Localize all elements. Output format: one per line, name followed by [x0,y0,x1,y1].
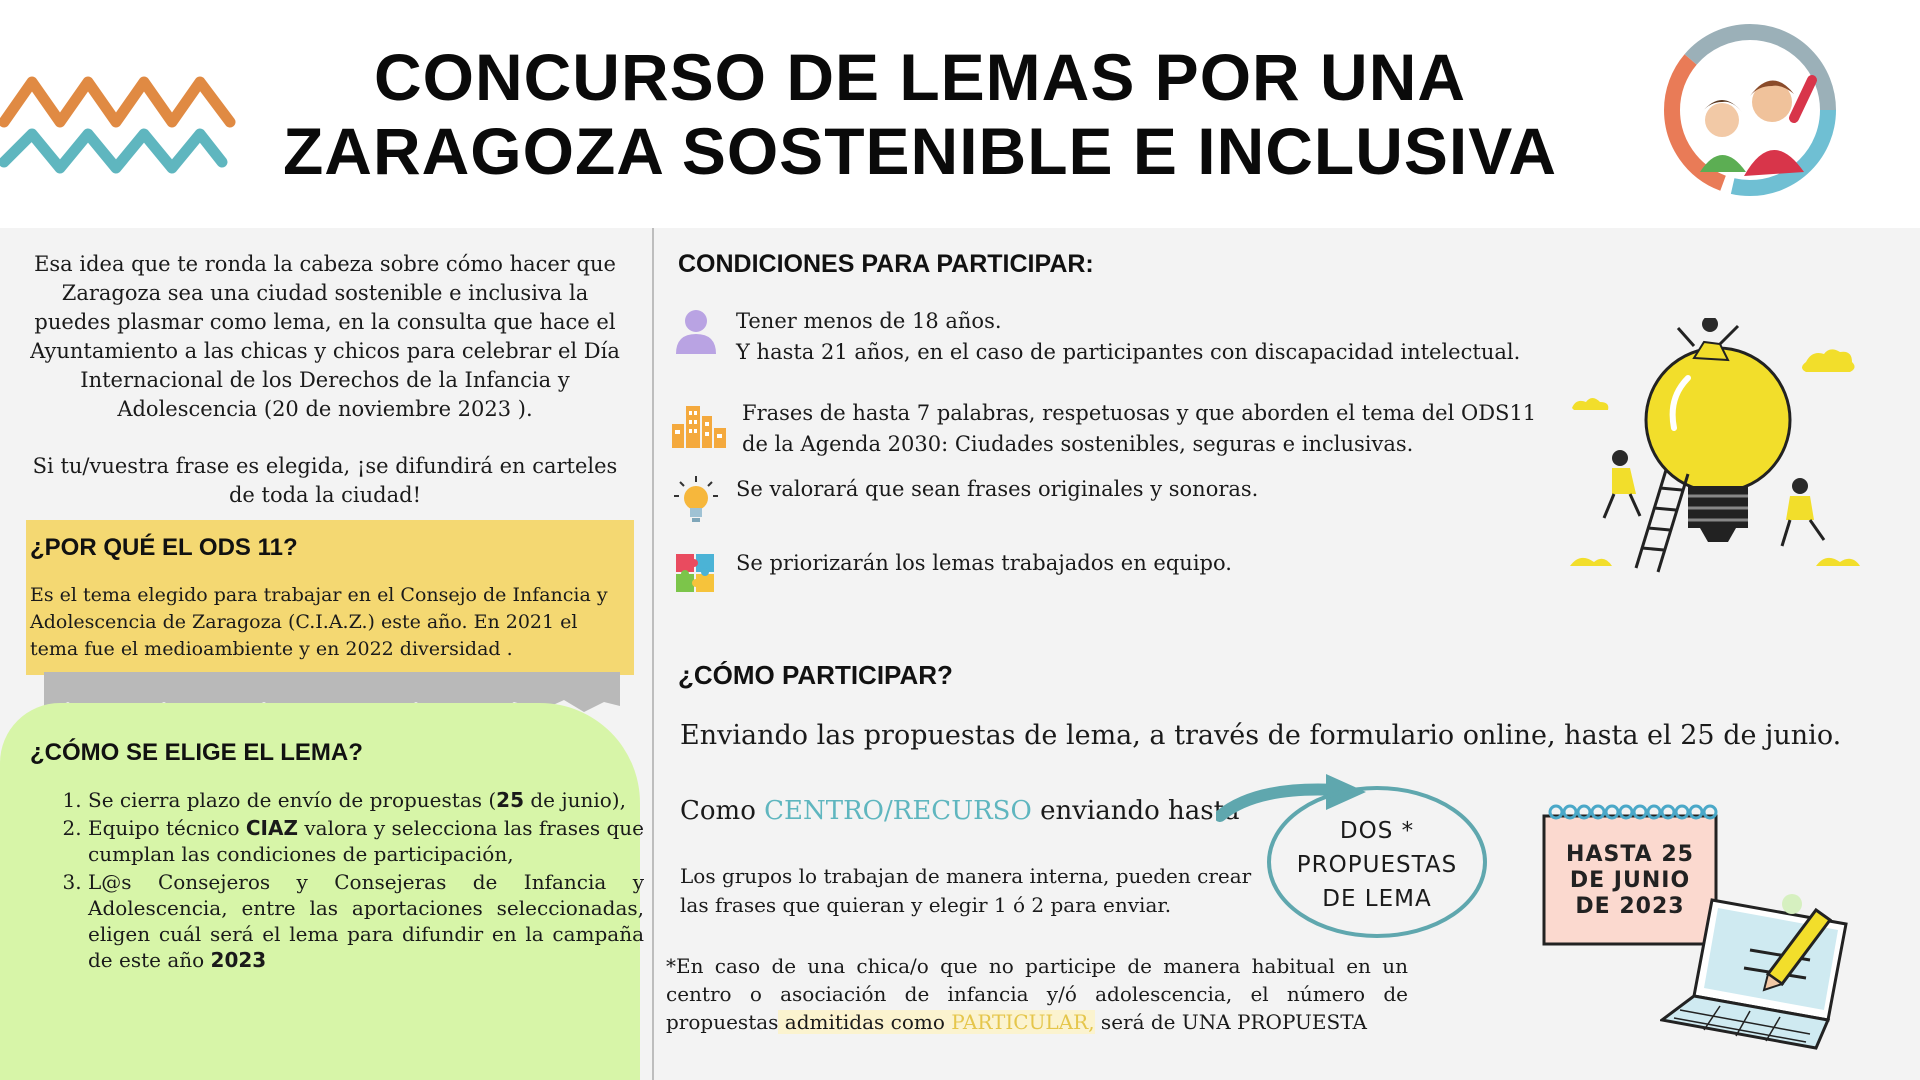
oval-line-1: DOS * [1339,818,1415,844]
condition-age-line-2: Y hasta 21 años, en el caso de participantes con discapacidad intelectual. [736,340,1521,364]
title-line-2: ZARAGOZA SOSTENIBLE E INCLUSIVA [282,114,1558,188]
intro-text [30,250,620,510]
puzzle-icon [670,548,722,600]
calendar-line-1: HASTA 25 [1566,842,1694,867]
title-line-1: CONCURSO DE LEMAS POR UNA [373,40,1467,114]
footnote-pre: *En caso de una chica/o que no participe de manera habitual en un centro o asociación de infancia y/ó adolescencia, el número de propuestas [666,954,1408,1034]
list-item: 3. L@s Consejeros y Consejeras de Infancia y Adolescencia, entre las aportaciones seleccionadas, eligen cuál será el lema para difundir en la campaña de este año 2023 [88,869,644,973]
condition-item-teamwork [670,548,1232,600]
how-participate-heading: ¿CÓMO PARTICIPAR? [678,660,953,690]
groups-text: Los grupos lo trabajan de manera interna, pueden crear las frases que quieran y elegir 1 ó 2 para enviar. [680,864,1252,917]
intro-paragraph-2: Si tu/vuestra frase es elegida, ¡se difundirá en carteles de toda la ciudad! [32,454,618,507]
footnote [666,952,1408,1036]
ciaz-logo-icon [1662,22,1838,198]
centro-highlight: CENTRO/RECURSO [764,796,1032,826]
intro-paragraph-1: Esa idea que te ronda la cabeza sobre cómo hacer que Zaragoza sea una ciudad sostenible e inclusiva la puedes plasmar como lema, en la consulta que hace el Ayuntamiento a las chicas y chicos para celebrar el Día Internacional de los Derechos de la Infancia y Adolescencia (20 de noviembre 2023 ). [30,252,620,421]
lightbulb-illustration-icon [1568,318,1878,580]
person-icon [670,306,722,358]
condition-teamwork-line: Se priorizarán los lemas trabajados en equipo. [736,551,1232,575]
oval-line-2: PROPUESTAS [1296,852,1458,878]
condition-phrases-line-2: de la Agenda 2030: Ciudades sostenibles, seguras e inclusivas. [742,432,1414,456]
conditions-heading: CONDICIONES PARA PARTICIPAR: [678,250,1094,278]
how-participate-line: Enviando las propuestas de lema, a través de formulario online, hasta el 25 de junio. [680,720,1842,751]
calendar-line-2: DE JUNIO [1569,868,1691,893]
header [0,0,1920,228]
page-title [250,40,1590,188]
condition-item-phrases [670,398,1536,460]
why-ods-heading: ¿POR QUÉ EL ODS 11? [30,534,298,561]
city-icon [670,398,728,450]
why-ods-box [26,520,634,675]
condition-age-line-1: Tener menos de 18 años. [736,309,1002,333]
condition-originality-line: Se valorará que sean frases originales y sonoras. [736,477,1259,501]
condition-item-originality [670,474,1258,526]
why-ods-text: Es el tema elegido para trabajar en el Consejo de Infancia y Adolescencia de Zaragoza (C.I.A.Z.) este año. En 2021 el tema fue el medioambiente y en 2022 diversidad . [30,584,608,660]
centro-pre: Como [680,796,765,826]
condition-phrases-line-1: Frases de hasta 7 palabras, respetuosas y que aborden el tema del ODS11 [742,401,1537,425]
zigzag-decoration-icon [0,70,240,180]
how-chosen-box [0,703,644,1080]
centro-line [680,796,1240,826]
footnote-particular: PARTICULAR, [951,1010,1095,1034]
proposals-oval-text [1262,814,1492,916]
list-item: 1. Se cierra plazo de envío de propuestas (25 de junio), [88,787,644,813]
calendar-line-3: DE 2023 [1575,894,1685,919]
footnote-highlight: admitidas como [778,1010,952,1034]
how-chosen-heading: ¿CÓMO SE ELIGE EL LEMA? [30,739,363,766]
condition-item-age [670,306,1520,368]
centro-post: enviando hasta [1031,796,1240,826]
footnote-post: será de UNA PROPUESTA [1094,1010,1367,1034]
laptop-pencil-icon [1660,880,1860,1060]
lightbulb-icon [670,474,722,526]
how-chosen-steps [60,787,644,975]
list-item: 2. Equipo técnico CIAZ valora y selecciona las frases que cumplan las condiciones de participación, [88,815,644,867]
oval-line-3: DE LEMA [1322,886,1432,912]
